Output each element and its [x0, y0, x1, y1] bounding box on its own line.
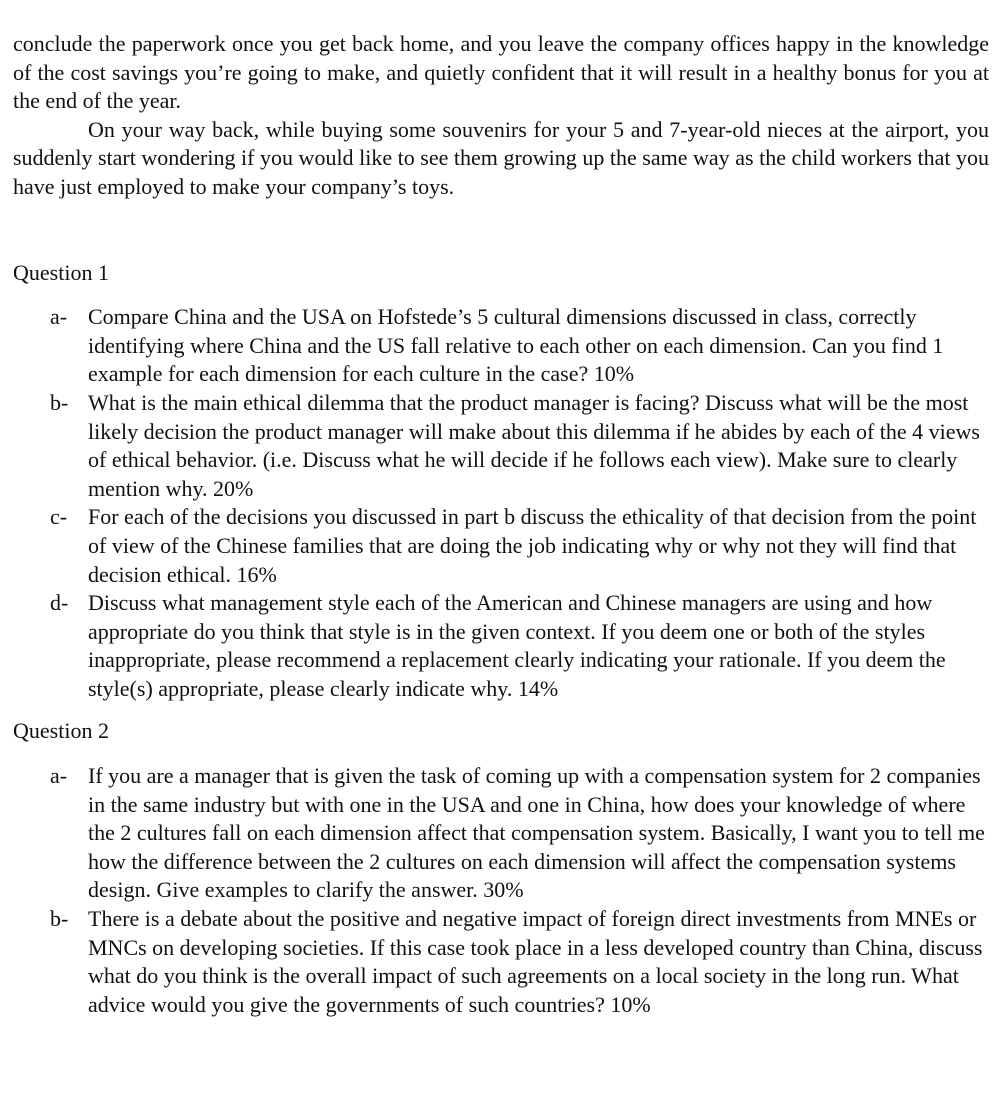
item-text: There is a debate about the positive and negative impact of foreign direct investments from MNEs or MNCs on developing societies. If this case took place in a less developed country than China, discuss what do you think is the overall impact of such agreements on a local society in the long run. What advice would you give the governments of such countries? 10% — [88, 906, 983, 1017]
question-1-item-a — [13, 303, 989, 389]
question-1-item-d — [13, 589, 989, 703]
item-text: For each of the decisions you discussed in part b discuss the ethicality of that decision from the point of view of the Chinese families that are doing the job indicating why or why not they will find that decision ethical. 16% — [88, 504, 977, 587]
question-1-heading: Question 1 — [13, 259, 109, 285]
intro-paragraph-1: conclude the paperwork once you get back home, and you leave the company offices happy in the knowledge of the cost savings you’re going to make, and quietly confident that it will result in a healthy bonus for you at the end of the year. — [13, 31, 989, 114]
item-label: b- — [50, 389, 69, 415]
item-text: Compare China and the USA on Hofstede’s 5 cultural dimensions discussed in class, correctly identifying where China and the US fall relative to each other on each dimension. Can you find 1 example for each dimension for each culture in the case? 10% — [88, 304, 944, 387]
question-2-heading: Question 2 — [13, 718, 109, 744]
item-label: b- — [50, 906, 69, 932]
document-page — [13, 30, 989, 1019]
question-1-item-c — [13, 503, 989, 589]
question-2-list — [13, 762, 989, 1019]
intro-paragraph-2: On your way back, while buying some souvenirs for your 5 and 7-year-old nieces at the airport, you suddenly start wondering if you would like to see them growing up the same way as the child workers that you have just employed to make your company’s toys. — [13, 116, 989, 199]
question-1-list — [13, 303, 989, 703]
item-label: a- — [50, 304, 68, 330]
item-text: If you are a manager that is given the task of coming up with a compensation system for 2 companies in the same industry but with one in the USA and one in China, how does your knowledge of where the 2 cultures fall on each dimension affect that compensation system. Basically, I want you to tell me how the difference between the 2 cultures on each dimension will affect the compensation systems design. Give examples to clarify the answer. 30% — [88, 763, 985, 903]
item-text: Discuss what management style each of the American and Chinese managers are using and how appropriate do you think that style is in the given context. If you deem one or both of the styles inappropriate, please recommend a replacement clearly indicating your rationale. If you deem the style(s) appropriate, please clearly indicate why. 14% — [88, 590, 946, 701]
item-label: c- — [50, 504, 68, 530]
question-1-item-b — [13, 389, 989, 503]
item-label: d- — [50, 590, 69, 616]
item-text: What is the main ethical dilemma that the product manager is facing? Discuss what will be the most likely decision the product manager will make about this dilemma if he abides by each of the 4 views of ethical behavior. (i.e. Discuss what he will decide if he follows each view). Make sure to clearly mention why. 20% — [88, 389, 980, 501]
question-2-item-b — [13, 905, 989, 1019]
question-2-item-a — [13, 762, 989, 905]
item-label: a- — [50, 763, 68, 789]
